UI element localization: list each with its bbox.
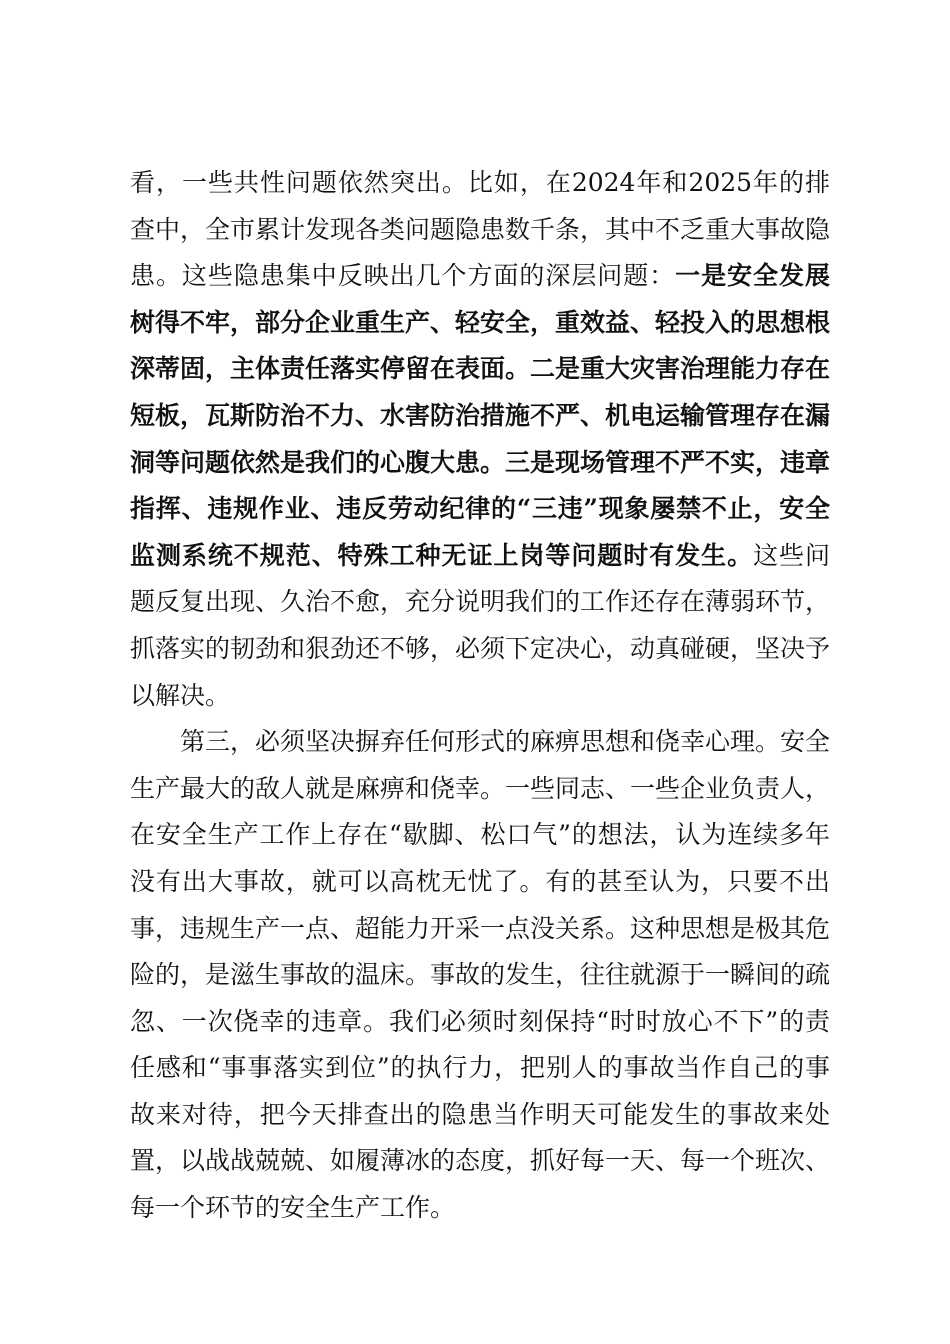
paragraph-problems: [130, 160, 830, 719]
paragraph-third-point: [130, 719, 830, 1232]
text-run: 第三，必须坚决摒弃任何形式的麻痹思想和侥幸心理。安全生产最大的敌人就是麻痹和侥幸。一些同志、一些企业负责人，在安全生产工作上存在“歇脚、松口气”的想法，认为连续多年没有出大事故，就可以高枕无忧了。有的甚至认为，只要不出事，违规生产一点、超能力开采一点没关系。这种思想是极其危险的，是滋生事故的温床。事故的发生，往往就源于一瞬间的疏忽、一次侥幸的违章。我们必须时刻保持“时时放心不下”的责任感和“事事落实到位”的执行力，把别人的事故当作自己的事故来对待，把今天排查出的隐患当作明天可能发生的事故来处置，以战战兢兢、如履薄冰的态度，抓好每一天、每一个班次、每一个环节的安全生产工作。: [130, 727, 831, 1223]
text-run: 看，一些共性问题依然突出。比如，在2024年和2025年的排查中，全市累计发现各类问题隐患数千条，其中不乏重大事故隐患。这些隐患集中反映出几个方面的深层问题：: [130, 168, 831, 291]
text-run: 这些问题反复出现、久治不愈，充分说明我们的工作还存在薄弱环节，抓落实的韧劲和狠劲还不够，必须下定决心，动真碰硬，坚决予以解决。: [130, 540, 831, 710]
document-page: [130, 160, 830, 1232]
bold-text-run: 一是安全发展树得不牢，部分企业重生产、轻安全，重效益、轻投入的思想根深蒂固，主体责任落实停留在表面。二是重大灾害治理能力存在短板，瓦斯防治不力、水害防治措施不严、机电运输管理存在漏洞等问题依然是我们的心腹大患。三是现场管理不严不实，违章指挥、违规作业、违反劳动纪律的“三违”现象屡禁不止，安全监测系统不规范、特殊工种无证上岗等问题时有发生。: [130, 261, 831, 570]
